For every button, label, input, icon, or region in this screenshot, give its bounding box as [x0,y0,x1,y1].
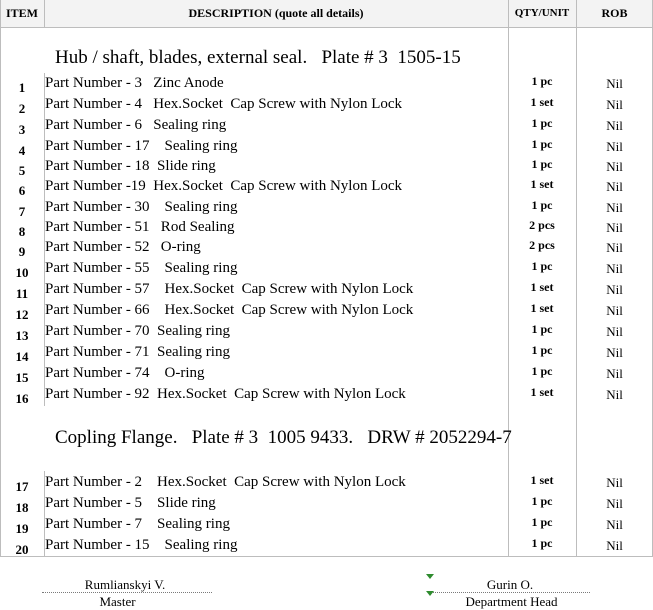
item-rob: Nil [606,282,623,297]
signature-role-head: Department Head [465,594,558,609]
item-number: 7 [18,204,26,219]
item-rob: Nil [606,76,623,91]
signature-line [42,592,212,593]
item-rob: Nil [606,97,623,112]
item-rob: Nil [606,496,623,511]
item-qty: 1 set [530,385,554,399]
item-number: 19 [15,521,29,536]
item-qty: 1 pc [531,343,553,357]
table-row [0,95,653,116]
table-row [0,137,653,158]
item-rob: Nil [606,200,623,215]
table-row [0,515,653,536]
item-number: 17 [15,479,29,494]
table-row [0,343,653,364]
item-description: Part Number - 7 Sealing ring [45,516,230,532]
item-qty: 1 set [530,280,554,294]
item-number: 12 [15,307,29,322]
signature-name-master: Rumlianskyi V. [84,577,166,592]
header-item: ITEM [5,6,38,20]
header-qty-unit: QTY/UNIT [514,7,570,19]
grid-line [44,0,45,27]
table-row [0,322,653,343]
item-description: Part Number - 71 Sealing ring [45,344,230,360]
item-number: 14 [15,349,29,364]
item-qty: 1 pc [531,137,553,151]
table-row [0,280,653,301]
signature-role-master: Master [99,594,136,609]
comment-marker-icon [426,574,434,579]
item-qty: 1 pc [531,198,553,212]
item-qty: 1 pc [531,116,553,130]
item-number: 11 [15,286,29,301]
table-row [0,494,653,515]
item-number: 18 [15,500,29,515]
item-description: Part Number - 92 Hex.Socket Cap Screw with Nylon Lock [45,386,406,402]
item-description: Part Number - 74 O-ring [45,365,205,381]
table-row [0,364,653,385]
item-qty: 2 pcs [529,238,555,252]
signature-line [430,592,590,593]
item-qty: 1 pc [531,322,553,336]
section-title-coupling: Copling Flange. Plate # 3 1005 9433. DRW # 2052294-7 [55,427,512,448]
item-rob: Nil [606,179,623,194]
table-row [0,198,653,219]
item-description: Part Number - 3 Zinc Anode [45,75,224,91]
item-description: Part Number - 6 Sealing ring [45,117,227,133]
table-row [0,536,653,557]
item-number: 4 [18,143,26,158]
item-qty: 1 set [530,95,554,109]
item-number: 16 [15,391,29,406]
item-number: 15 [15,370,29,385]
item-qty: 1 pc [531,157,553,171]
item-number: 3 [18,122,26,137]
item-number: 8 [18,224,26,239]
item-number: 1 [18,80,26,95]
item-description: Part Number - 57 Hex.Socket Cap Screw with Nylon Lock [45,281,414,297]
item-qty: 1 pc [531,494,553,508]
item-rob: Nil [606,303,623,318]
item-number: 20 [15,542,29,557]
item-description: Part Number -19 Hex.Socket Cap Screw with Nylon Lock [45,178,403,194]
table-row [0,473,653,494]
item-description: Part Number - 2 Hex.Socket Cap Screw with Nylon Lock [45,474,406,490]
item-qty: 1 pc [531,259,553,273]
item-number: 5 [18,163,26,178]
item-description: Part Number - 51 Rod Sealing [45,219,235,235]
table-row [0,238,653,259]
item-qty: 1 pc [531,74,553,88]
item-rob: Nil [606,240,623,255]
table-row [0,301,653,322]
item-qty: 1 pc [531,364,553,378]
table-row [0,116,653,137]
item-number: 2 [18,101,26,116]
table-row [0,259,653,280]
item-description: Part Number - 66 Hex.Socket Cap Screw with Nylon Lock [45,302,414,318]
table-header [0,0,653,28]
item-description: Part Number - 17 Sealing ring [45,138,238,154]
header-rob: ROB [601,6,628,20]
table-row [0,74,653,95]
item-rob: Nil [606,475,623,490]
item-qty: 1 set [530,473,554,487]
item-rob: Nil [606,261,623,276]
item-qty: 1 set [530,177,554,191]
item-rob: Nil [606,517,623,532]
item-number: 6 [18,183,26,198]
item-rob: Nil [606,345,623,360]
item-rob: Nil [606,366,623,381]
table-row [0,157,653,178]
item-number: 13 [15,328,29,343]
item-description: Part Number - 55 Sealing ring [45,260,238,276]
item-description: Part Number - 4 Hex.Socket Cap Screw with Nylon Lock [45,96,403,112]
item-rob: Nil [606,538,623,553]
table-row [0,218,653,239]
item-qty: 1 pc [531,515,553,529]
item-rob: Nil [606,118,623,133]
table-row [0,385,653,406]
item-description: Part Number - 30 Sealing ring [45,199,238,215]
signature-name-head: Gurin O. [486,577,534,592]
item-rob: Nil [606,139,623,154]
item-rob: Nil [606,220,623,235]
item-number: 9 [18,244,26,259]
item-qty: 2 pcs [529,218,555,232]
header-description: DESCRIPTION (quote all details) [188,6,364,20]
item-rob: Nil [606,159,623,174]
item-description: Part Number - 70 Sealing ring [45,323,230,339]
section-title-hub: Hub / shaft, blades, external seal. Plate # 3 1505-15 [55,47,461,68]
item-description: Part Number - 5 Slide ring [45,495,216,511]
item-description: Part Number - 15 Sealing ring [45,537,238,553]
item-description: Part Number - 52 O-ring [45,239,201,255]
item-rob: Nil [606,324,623,339]
item-description: Part Number - 18 Slide ring [45,158,216,174]
item-qty: 1 pc [531,536,553,550]
item-number: 10 [15,265,29,280]
item-qty: 1 set [530,301,554,315]
table-row [0,177,653,198]
comment-marker-icon [426,591,434,596]
item-rob: Nil [606,387,623,402]
